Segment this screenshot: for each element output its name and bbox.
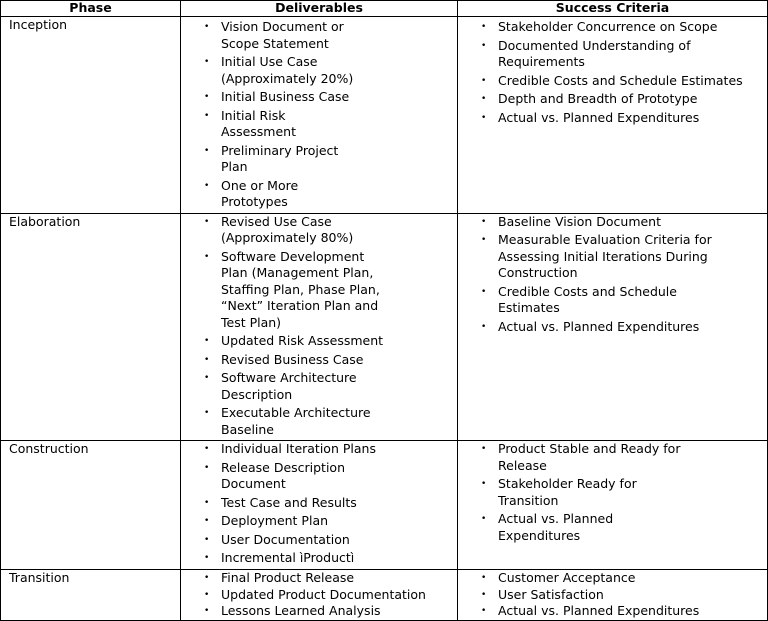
deliverable-item: • Vision Document or Scope Statement (181, 19, 355, 52)
header-row (1, 1, 768, 17)
deliverable-item: • Initial Risk Assessment (181, 108, 315, 141)
deliverable-item: • One or More Prototypes (181, 178, 315, 211)
deliverable-item: • Release Description Document (181, 460, 355, 493)
deliverable-item: • Preliminary Project Plan (181, 143, 350, 176)
row-transition (1, 570, 768, 621)
deliverable-item: • Executable Architecture Baseline (181, 405, 375, 438)
criteria-item: • Customer Acceptance (458, 570, 767, 587)
deliverables-cell (181, 441, 458, 570)
criteria-item: • Documented Understanding of Requirements (458, 38, 702, 71)
header-deliverables: Deliverables (181, 1, 458, 17)
deliverable-item: • Revised Business Case (181, 352, 457, 369)
criteria-item: • Stakeholder Concurrence on Scope (458, 19, 767, 36)
criteria-item: • Stakeholder Ready for Transition (458, 476, 652, 509)
criteria-item: • Credible Costs and Schedule Estimates (458, 73, 767, 90)
criteria-item: • Measurable Evaluation Criteria for Assessing Initial Iterations During Construction (458, 232, 717, 282)
deliverable-item: • Individual Iteration Plans (181, 441, 457, 458)
criteria-item: • Product Stable and Ready for Release (458, 441, 702, 474)
header-success-criteria: Success Criteria (458, 1, 768, 17)
header-phase: Phase (1, 1, 181, 17)
deliverable-item: • Test Case and Results (181, 495, 457, 512)
criteria-item: • Baseline Vision Document (458, 214, 767, 231)
deliverable-item: • Initial Business Case (181, 89, 457, 106)
criteria-item: • Depth and Breadth of Prototype (458, 91, 767, 108)
deliverable-item: • Final Product Release (181, 570, 457, 587)
deliverable-item: • Initial Use Case (Approximately 20%) (181, 54, 365, 87)
criteria-item: • User Satisfaction (458, 587, 767, 604)
criteria-item: • Actual vs. Planned Expenditures (458, 511, 632, 544)
criteria-item: • Credible Costs and Schedule Estimates (458, 284, 692, 317)
criteria-cell (458, 213, 768, 441)
phase-cell: Inception (1, 17, 181, 214)
deliverables-cell (181, 17, 458, 214)
phase-cell: Construction (1, 441, 181, 570)
criteria-item: • Actual vs. Planned Expenditures (458, 319, 767, 336)
criteria-cell (458, 570, 768, 621)
deliverable-item: • Software Development Plan (Management Plan, Staffing Plan, Phase Plan, “Next” Iteration Plan and Test Plan) (181, 249, 390, 332)
row-elaboration (1, 213, 768, 441)
deliverable-item: • Updated Product Documentation (181, 587, 457, 604)
row-inception (1, 17, 768, 214)
row-construction (1, 441, 768, 570)
deliverable-item: • Incremental ìProductì (181, 550, 457, 567)
deliverable-item: • Revised Use Case (Approximately 80%) (181, 214, 365, 247)
deliverables-cell (181, 570, 458, 621)
deliverable-item: • Updated Risk Assessment (181, 333, 457, 350)
criteria-cell (458, 17, 768, 214)
deliverable-item: • Lessons Learned Analysis (181, 603, 457, 620)
deliverables-cell (181, 213, 458, 441)
deliverable-item: • Deployment Plan (181, 513, 457, 530)
criteria-item: • Actual vs. Planned Expenditures (458, 110, 767, 127)
criteria-cell (458, 441, 768, 570)
deliverable-item: • Software Architecture Description (181, 370, 365, 403)
deliverable-item: • User Documentation (181, 532, 457, 549)
phase-cell: Elaboration (1, 213, 181, 441)
phase-cell: Transition (1, 570, 181, 621)
criteria-item: • Actual vs. Planned Expenditures (458, 603, 767, 620)
